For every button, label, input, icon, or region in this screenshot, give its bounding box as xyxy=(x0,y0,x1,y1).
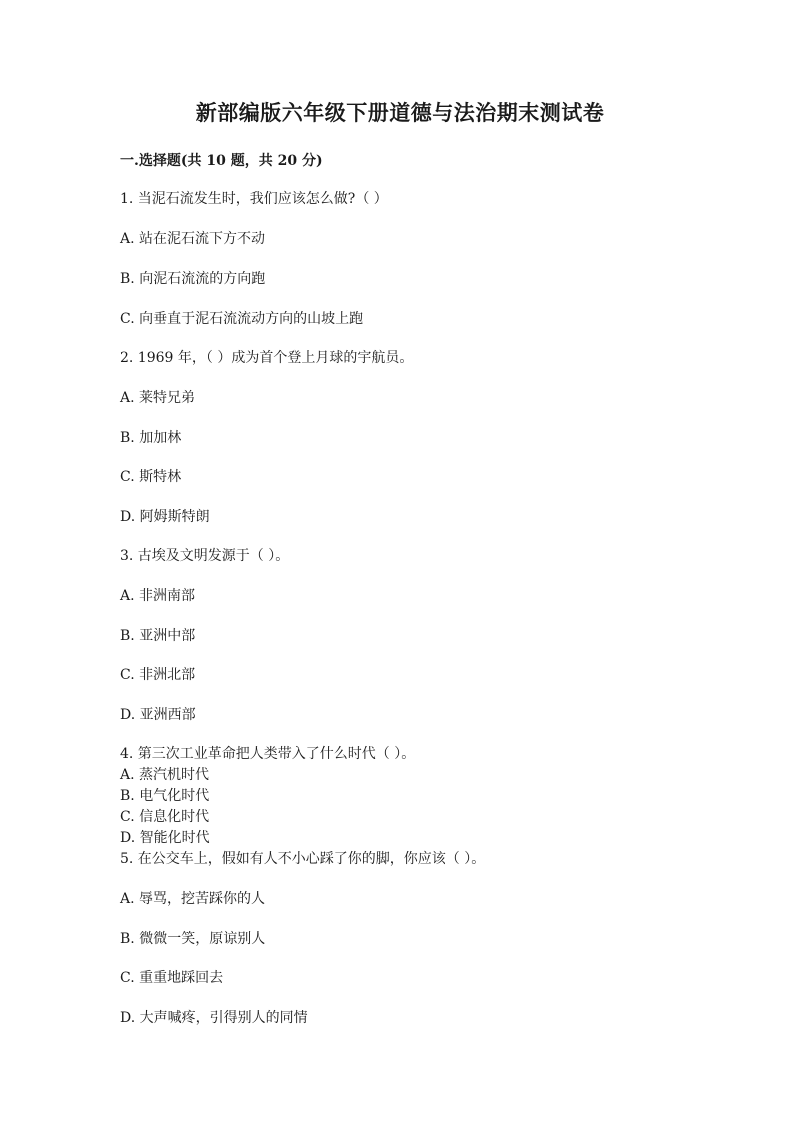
question-2-option-c: C. 斯特林 xyxy=(120,469,182,485)
question-5-option-b: B. 微微一笑，原谅别人 xyxy=(120,931,266,947)
question-4-stem: 4. 第三次工业革命把人类带入了什么时代（ ）。 xyxy=(120,746,416,762)
question-3-option-c: C. 非洲北部 xyxy=(120,667,196,683)
question-5-option-c: C. 重重地踩回去 xyxy=(120,970,224,986)
question-1-option-a: A. 站在泥石流下方不动 xyxy=(120,231,266,247)
page-title: 新部编版六年级下册道德与法治期末测试卷 xyxy=(195,100,605,125)
question-2-option-d: D. 阿姆斯特朗 xyxy=(120,509,210,525)
question-4-option-a: A. 蒸汽机时代 xyxy=(120,767,210,783)
section-heading: 一.选择题(共 10 题，共 20 分) xyxy=(120,153,323,169)
question-2-option-a: A. 莱特兄弟 xyxy=(120,390,196,406)
question-2-option-b: B. 加加林 xyxy=(120,430,182,446)
question-1-option-b: B. 向泥石流流的方向跑 xyxy=(120,271,266,287)
question-3-option-a: A. 非洲南部 xyxy=(120,588,196,604)
question-5-stem: 5. 在公交车上，假如有人不小心踩了你的脚，你应该（ ）。 xyxy=(120,851,486,867)
question-4-option-c: C. 信息化时代 xyxy=(120,809,210,825)
question-1-option-c: C. 向垂直于泥石流流动方向的山坡上跑 xyxy=(120,311,364,327)
question-3-stem: 3. 古埃及文明发源于（ ）。 xyxy=(120,548,290,564)
question-5-option-a: A. 辱骂，挖苦踩你的人 xyxy=(120,891,266,907)
question-3-option-d: D. 亚洲西部 xyxy=(120,707,196,723)
question-4-option-d: D. 智能化时代 xyxy=(120,830,210,846)
question-4-option-b: B. 电气化时代 xyxy=(120,788,210,804)
question-2-stem: 2. 1969 年，（ ）成为首个登上月球的宇航员。 xyxy=(120,350,414,366)
question-5-option-d: D. 大声喊疼，引得别人的同情 xyxy=(120,1010,308,1026)
question-3-option-b: B. 亚洲中部 xyxy=(120,628,196,644)
question-1-stem: 1. 当泥石流发生时，我们应该怎么做?（ ） xyxy=(120,191,388,207)
